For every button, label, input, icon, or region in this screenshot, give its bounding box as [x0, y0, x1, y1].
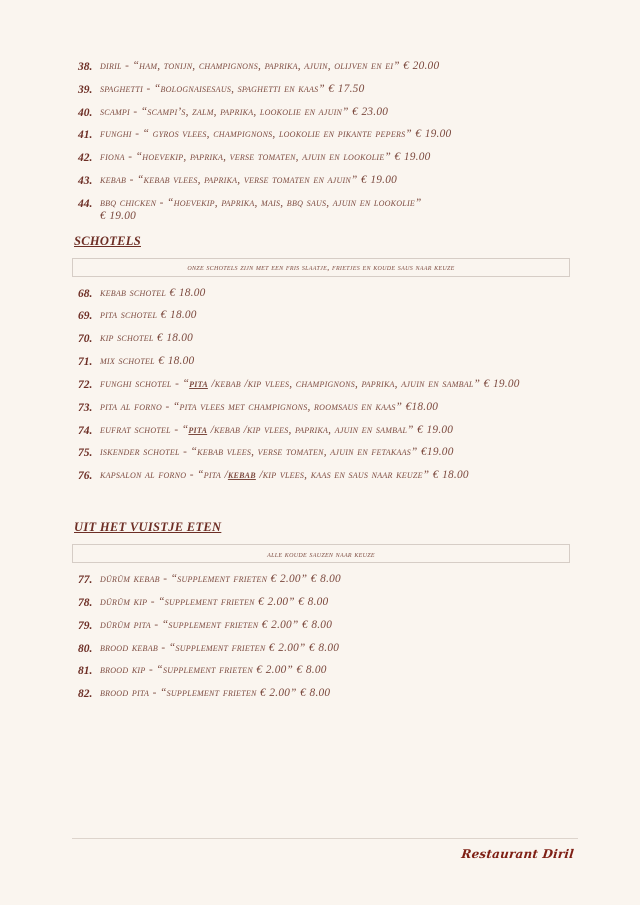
menu-item-description: diril - “ham, tonijn, champignons, paprika, ajuin, olijven en ei” € 20.00	[100, 60, 440, 72]
schotels-section	[62, 232, 578, 484]
menu-item-row	[62, 287, 578, 301]
menu-item-number: 41.	[78, 129, 93, 142]
schotels-heading: SCHOTELS	[74, 233, 141, 248]
menu-item-number: 78.	[78, 596, 93, 609]
desc-prefix: kapsalon al forno - “pita /	[100, 469, 228, 482]
menu-item-description: dürüm kebab - “supplement frieten € 2.00” € 8.00	[100, 573, 341, 586]
menu-item-description: kebab schotel € 18.00	[100, 286, 206, 299]
menu-item-description: dürüm pita - “supplement frieten € 2.00” € 8.00	[100, 618, 333, 631]
footer-divider	[72, 838, 578, 839]
menu-item-number: 82.	[78, 688, 93, 701]
menu-item-row	[62, 573, 578, 587]
menu-item-number: 79.	[78, 619, 93, 632]
menu-item-description: bbq chicken - “hoevekip, paprika, mais, bbq saus, ajuin en lookolie” € 19.00	[100, 196, 422, 223]
menu-item-row	[62, 619, 578, 633]
menu-item-number: 68.	[78, 287, 93, 300]
menu-item-number: 72.	[78, 378, 93, 391]
menu-item-row	[62, 174, 578, 188]
menu-item-number: 38.	[78, 61, 93, 73]
vuistje-note-text: alle koude sauzen naar keuze	[267, 548, 375, 559]
menu-item-number: 71.	[78, 356, 93, 369]
menu-item-row	[62, 197, 578, 223]
section-spacer	[62, 492, 578, 518]
desc-emphasis: kebab	[227, 469, 256, 482]
vuistje-heading: UIT HET VUISTJE ETEN	[74, 520, 222, 535]
menu-item-row	[62, 687, 578, 701]
menu-item-number: 81.	[78, 665, 93, 678]
menu-item-description: pita schotel € 18.00	[100, 309, 197, 322]
menu-item-row	[62, 151, 578, 165]
menu-item-number: 73.	[78, 401, 93, 414]
menu-item-number: 75.	[78, 447, 93, 460]
desc-suffix: /kebab /kip vlees, paprika, ajuin en sambal” € 19.00	[207, 423, 454, 436]
menu-item-row	[62, 332, 578, 346]
menu-item-row	[62, 60, 578, 74]
menu-item-description: funghi - “ gyros vlees, champignons, lookolie en pikante pepers” € 19.00	[100, 128, 452, 141]
menu-item-description	[100, 469, 578, 482]
desc-emphasis: pita	[188, 423, 208, 436]
vuistje-section	[62, 518, 578, 701]
menu-item-row	[62, 106, 578, 120]
pizza-continued-list	[62, 60, 578, 223]
menu-item-description: brood pita - “supplement frieten € 2.00” € 8.00	[100, 687, 331, 700]
menu-item-row	[62, 401, 578, 415]
desc-suffix: /kebab /kip vlees, champignons, paprika, ajuin en sambal” € 19.00	[207, 377, 520, 390]
menu-item-description: iskender schotel - “kebab vlees, verse tomaten, ajuin en fetakaas” €19.00	[100, 446, 454, 459]
menu-item-number: 74.	[78, 424, 93, 437]
menu-item-description: kip schotel € 18.00	[100, 332, 194, 345]
menu-item-description	[100, 378, 578, 391]
menu-item-row	[62, 378, 578, 392]
menu-item-description	[100, 424, 578, 437]
desc-suffix: /kip vlees, kaas en saus naar keuze” € 18.00	[255, 469, 469, 482]
menu-item-number: 70.	[78, 333, 93, 346]
menu-item-description: mix schotel € 18.00	[100, 355, 195, 368]
menu-item-row	[62, 128, 578, 142]
menu-item-row	[62, 664, 578, 678]
schotels-note-box	[72, 258, 570, 277]
menu-item-row	[62, 424, 578, 438]
menu-item-row	[62, 469, 578, 483]
menu-item-row	[62, 446, 578, 460]
restaurant-brand	[71, 847, 578, 861]
menu-item-number: 77.	[78, 574, 93, 587]
menu-item-description: brood kebab - “supplement frieten € 2.00” € 8.00	[100, 641, 340, 654]
menu-item-description: kebab - “kebab vlees, paprika, verse tomaten en ajuin” € 19.00	[100, 174, 398, 187]
desc-emphasis: pita	[189, 377, 208, 390]
menu-item-description: scampi - “scampi’s, zalm, paprika, lookolie en ajuin” € 23.00	[100, 105, 389, 118]
menu-item-description: pita al forno - “pita vlees met champignons, roomsaus en kaas” €18.00	[100, 400, 439, 413]
menu-item-row	[62, 642, 578, 656]
menu-item-number: 69.	[78, 310, 93, 323]
menu-item-number: 76.	[78, 470, 93, 483]
vuistje-list	[62, 573, 578, 701]
menu-item-row	[62, 83, 578, 97]
menu-item-description: dürüm kip - “supplement frieten € 2.00” € 8.00	[100, 595, 329, 608]
menu-item-description: brood kip - “supplement frieten € 2.00” € 8.00	[100, 664, 327, 677]
schotels-note-text: onze schotels zijn met een fris slaatje, frietjes en koude saus naar keuze	[187, 262, 455, 273]
menu-item-number: 80.	[78, 642, 93, 655]
desc-prefix: funghi schotel - “	[100, 377, 190, 390]
menu-item-number: 44.	[78, 197, 93, 210]
menu-item-number: 40.	[78, 106, 93, 119]
menu-item-number: 43.	[78, 175, 93, 188]
menu-item-row	[62, 309, 578, 323]
menu-item-number: 42.	[78, 152, 93, 165]
vuistje-note-box	[72, 544, 570, 563]
schotels-list	[62, 287, 578, 484]
restaurant-brand-text: Restaurant Diril	[460, 847, 575, 861]
page-footer	[72, 838, 578, 861]
desc-prefix: eufrat schotel - “	[100, 423, 189, 436]
menu-item-row	[62, 355, 578, 369]
menu-item-description: spaghetti - “bolognaisesaus, spaghetti en kaas” € 17.50	[100, 82, 365, 95]
menu-item-row	[62, 596, 578, 610]
menu-item-number: 39.	[78, 83, 93, 96]
menu-item-description: fiona - “hoevekip, paprika, verse tomaten, ajuin en lookolie” € 19.00	[100, 151, 431, 164]
